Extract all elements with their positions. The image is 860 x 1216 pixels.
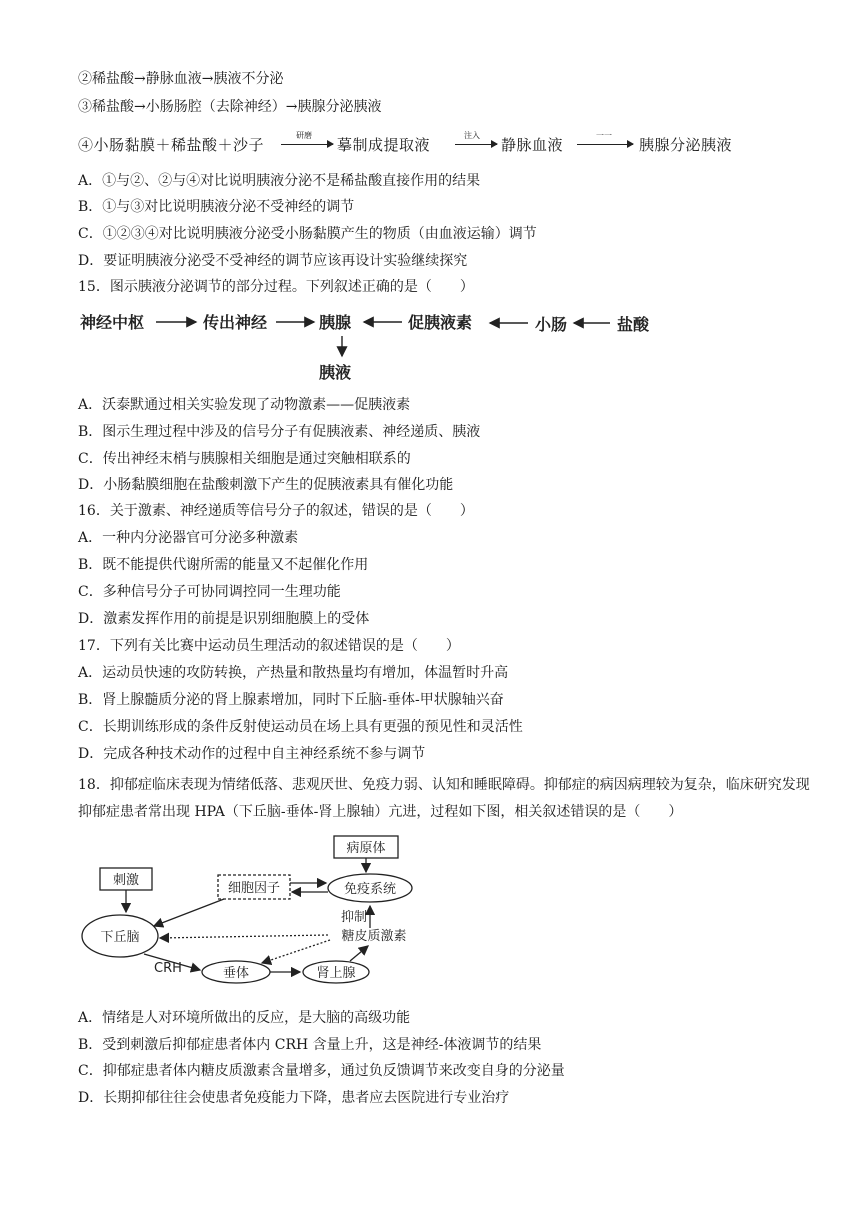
q17-option-a: A．运动员快速的攻防转换，产热量和散热量均有增加，体温暂时升高: [78, 665, 509, 681]
node-pancreas: 胰腺: [319, 313, 352, 332]
node-small-intestine: 小肠: [535, 315, 568, 334]
node-secretin: 促胰液素: [408, 313, 473, 332]
q17-option-c: C．长期训练形成的条件反射使运动员在场上具有更强的预见性和灵活性: [78, 719, 523, 735]
arrow-result-label: 一一: [596, 131, 612, 140]
q14-option-d: D．要证明胰液分泌受不受神经的调节应该再设计实验继续探究: [78, 253, 468, 269]
node-pancreatic-juice: 胰液: [319, 363, 352, 382]
label-hypothalamus: 下丘脑: [100, 930, 140, 945]
q15-stem: 15．图示胰液分泌调节的部分过程。下列叙述正确的是（ ）: [78, 279, 474, 295]
q14-option-a: A．①与②、②与④对比说明胰液分泌不是稀盐酸直接作用的结果: [78, 173, 481, 189]
label-adrenal: 肾上腺: [316, 966, 356, 981]
label-pathogen: 病原体: [346, 841, 386, 856]
q17-option-b: B．肾上腺髓质分泌的肾上腺素增加，同时下丘脑-垂体-甲状腺轴兴奋: [78, 692, 504, 708]
hpa-axis-figure: [78, 832, 438, 992]
arrow-result: [577, 144, 633, 145]
flow-end: 胰腺分泌胰液: [639, 136, 733, 154]
flow-start: ④小肠黏膜＋稀盐酸＋沙子: [78, 136, 265, 154]
q15-option-b: B．图示生理过程中涉及的信号分子有促胰液素、神经递质、胰液: [78, 424, 481, 440]
label-immune: 免疫系统: [343, 882, 397, 897]
q16-option-d: D．激素发挥作用的前提是识别细胞膜上的受体: [78, 611, 370, 627]
arrow-inject-label: 注入: [464, 131, 480, 140]
q18-option-a: A．情绪是人对环境所做出的反应，是大脑的高级功能: [78, 1010, 411, 1026]
q17-option-d: D．完成各种技术动作的过程中自主神经系统不参与调节: [78, 746, 426, 762]
q16-stem: 16．关于激素、神经递质等信号分子的叙述，错误的是（ ）: [78, 503, 474, 519]
arrow-adrenal-to-glucocorticoid: [350, 946, 368, 961]
q18-stem: 18．抑郁症临床表现为情绪低落、悲观厌世、免疫力弱、认知和睡眠障碍。抑郁症的病因病理较为复杂，临床研究发现抑郁症患者常出现 HPA（下丘脑-垂体-肾上腺轴）亢进，过程如下图，相关叙述错误的是（ ）: [78, 777, 810, 820]
option-line-2: ②稀盐酸→静脉血液→胰液不分泌: [78, 71, 284, 87]
label-stimulus: 刺激: [112, 873, 140, 888]
q15-option-c: C．传出神经末梢与胰腺相关细胞是通过突触相联系的: [78, 451, 411, 467]
q16-option-c: C．多种信号分子可协同调控同一生理功能: [78, 584, 341, 600]
arrow-grind: [281, 144, 333, 145]
arrow-inject: [455, 144, 497, 145]
arrow-cytokine-to-hypothalamus: [154, 899, 224, 926]
q15-option-a: A．沃泰默通过相关实验发现了动物激素——促胰液素: [78, 397, 411, 413]
label-inhibit: 抑制: [340, 910, 368, 925]
label-pituitary: 垂体: [222, 966, 250, 981]
q18-option-d: D．长期抑郁往往会使患者免疫能力下降，患者应去医院进行专业治疗: [78, 1090, 510, 1106]
q15-option-d: D．小肠黏膜细胞在盐酸刺激下产生的促胰液素具有催化功能: [78, 477, 454, 493]
q18-option-c: C．抑郁症患者体内糖皮质激素含量增多，通过负反馈调节来改变自身的分泌量: [78, 1063, 565, 1079]
pancreas-regulation-figure: [78, 306, 678, 388]
q14-option-c: C．①②③④对比说明胰液分泌受小肠黏膜产生的物质（由血液运输）调节: [78, 226, 537, 242]
q17-stem: 17．下列有关比赛中运动员生理活动的叙述错误的是（ ）: [78, 638, 460, 654]
flow-mid2: 静脉血液: [501, 136, 564, 154]
node-efferent-nerve: 传出神经: [203, 313, 268, 332]
dotted-arrow-gluco-to-hypothalamus: [160, 935, 328, 938]
q16-option-b: B．既不能提供代谢所需的能量又不起催化作用: [78, 557, 369, 573]
dotted-arrow-gluco-to-pituitary: [262, 940, 330, 963]
node-nerve-center: 神经中枢: [80, 313, 145, 332]
flow-line-4: [78, 128, 818, 158]
node-hcl: 盐酸: [617, 315, 650, 334]
arrow-grind-label: 研磨: [296, 131, 312, 140]
q14-option-b: B．①与③对比说明胰液分泌不受神经的调节: [78, 199, 355, 215]
option-line-3: ③稀盐酸→小肠肠腔（去除神经）→胰腺分泌胰液: [78, 99, 382, 115]
q18-option-b: B．受到刺激后抑郁症患者体内 CRH 含量上升，这是神经-体液调节的结果: [78, 1037, 542, 1053]
label-glucocorticoid: 糖皮质激素: [341, 929, 407, 944]
label-cytokine: 细胞因子: [227, 881, 281, 896]
flow-mid1: 摹制成提取液: [337, 136, 431, 154]
label-crh: CRH: [154, 961, 182, 976]
q16-option-a: A．一种内分泌器官可分泌多种激素: [78, 530, 299, 546]
